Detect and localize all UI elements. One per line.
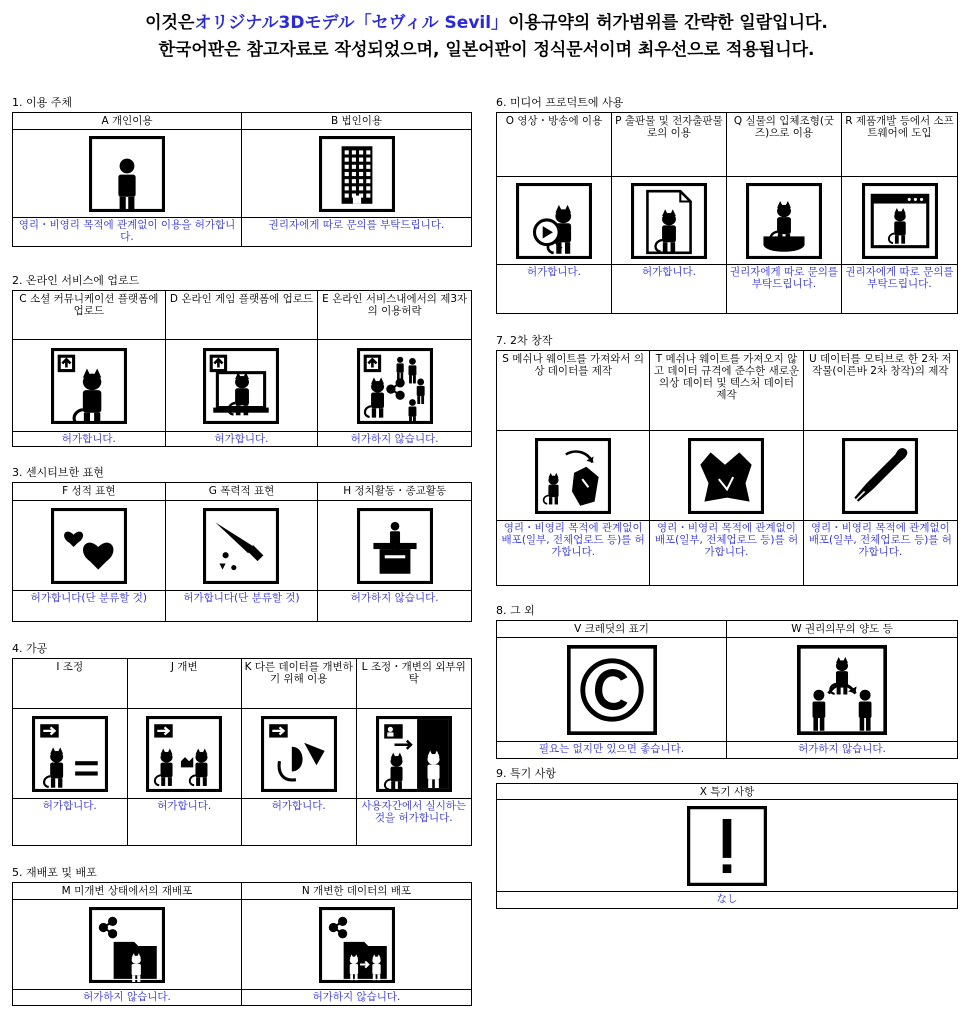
header-model-name: オリジナル3Dモデル「セヴィル Sevil」 [194,13,509,33]
permission-cell [497,621,727,758]
permission-icon-box [842,177,957,265]
copyright-icon [567,645,657,735]
permission-status: 허가하지 않습니다. [350,433,439,445]
permission-icon-box [612,177,726,265]
permission-icon-box [13,709,127,799]
permission-icon-box [357,709,472,799]
permission-status: 허가합니다(단 분류할 것) [30,592,147,604]
upload-game-icon [203,348,279,424]
permission-status: 사용자간에서 실시하는 것을 허가합니다. [361,800,467,824]
permission-status: 허가합니다. [271,800,326,812]
section-s9 [496,767,958,913]
permission-status: 허가하지 않습니다. [83,991,171,1003]
permission-label: D 온라인 게임 플랫폼에 업로드 [166,291,318,340]
permission-status: 허가합니다(단 분류할 것) [183,592,300,604]
adjust-icon [32,716,108,792]
permission-icon-box [650,431,802,521]
pen-icon [842,438,918,514]
permission-label: U 데이터를 모티브로 한 2차 저작물(이른바 2차 창작)의 제작 [804,351,957,431]
permission-label: F 성적 표현 [13,483,165,501]
permission-status: 허가합니다. [526,266,582,278]
permission-cell [13,483,166,621]
section-title: 4. 가공 [12,642,48,655]
hearts-icon [51,508,127,584]
header-line-2: 한국어판은 참고자료로 작성되었으며, 일본어판이 정식문서이며 최우선으로 적용됩니다. [158,40,815,60]
permission-icon-box [318,340,471,432]
permission-icon-box [242,130,471,218]
section-s8 [496,604,958,763]
permission-status: 허가합니다. [214,433,269,445]
permission-label: S 메쉬나 웨이트를 가져와서 의상 데이터를 제작 [497,351,649,431]
permission-label: V 크레딧의 표기 [497,621,726,638]
permission-cell [727,621,957,758]
permission-table [12,290,472,447]
page-header [0,10,973,64]
permission-cell [166,483,319,621]
section-title: 3. 센시티브한 표현 [12,466,104,479]
permission-label: L 조정・개변의 외부위탁 [357,659,472,709]
transfer-rights-icon [797,645,887,735]
modify-icon [146,716,222,792]
section-title: 9. 특기 사항 [496,767,556,780]
permission-cell [497,351,650,585]
permission-label: R 제품개발 등에서 소프트웨어에 도입 [842,113,957,177]
permission-table [496,620,958,759]
clothing-transfer-icon [535,438,611,514]
permission-icon-box [497,638,726,742]
figure-icon [746,183,822,259]
permission-icon-box [242,709,356,799]
permission-label: P 출판물 및 전자출판물로의 이용 [612,113,726,177]
permission-cell [242,883,471,1005]
permission-icon-box [13,501,165,591]
header-line-1-post: 이용규약의 허가범위를 간략한 일람입니다. [508,13,828,33]
permission-cell [318,483,471,621]
outsource-icon [376,716,452,792]
permission-cell [357,659,472,845]
permission-table [12,882,472,1006]
software-icon [862,183,938,259]
permission-icon-box [166,340,318,432]
permission-icon-box [13,900,241,990]
permission-icon-box [497,177,611,265]
permission-label: O 영상・방송에 이용 [497,113,611,177]
permission-icon-box [128,709,242,799]
permission-status: 권리자에게 따로 문의를 부탁드립니다. [845,266,954,290]
permission-status: 영리・비영리 목적에 관계없이 배포(일부, 전체업로드 등)를 허가합니다. [501,522,645,558]
permission-label: H 정치활동・종교활동 [318,483,471,501]
permission-status: 허가합니다. [42,800,97,812]
section-s5 [12,866,472,1010]
section-s6 [496,96,958,318]
permission-label: X 특기 사항 [497,784,957,800]
permission-cell [497,784,957,908]
building-icon [319,136,395,212]
permission-label: A 개인이용 [13,113,241,130]
permission-status: 허가합니다. [157,800,212,812]
header-line-1 [0,10,973,37]
permission-table [12,112,472,247]
permission-cell [242,113,471,246]
permission-table [12,658,472,846]
permission-cell [13,883,242,1005]
section-s3 [12,466,472,626]
permission-status: 권리자에게 따로 문의를 부탁드립니다. [268,219,445,231]
upload-sns-icon [51,348,127,424]
permission-status: 필요는 없지만 있으면 좋습니다. [538,743,685,755]
distribute-modified-icon [319,907,395,983]
permission-cell [13,659,128,845]
permission-label: J 개변 [128,659,242,709]
permission-label: K 다른 데이터를 개변하기 위해 이용 [242,659,356,709]
knife-icon [203,508,279,584]
permission-table [12,482,472,622]
permission-label: T 메쉬나 웨이트를 가져오지 않고 데이터 규격에 준수한 새로운 의상 데이터 및 텍스처 데이터 제작 [650,351,802,431]
section-title: 6. 미디어 프로덕트에 사용 [496,96,624,109]
permission-cell [727,113,842,313]
reuse-parts-icon [261,716,337,792]
permission-cell [13,113,242,246]
permission-table [496,112,958,314]
section-title: 8. 그 외 [496,604,535,617]
section-s2 [12,274,472,451]
permission-status: 영리・비영리 목적에 관계없이 이용을 허가합니다. [18,219,236,243]
permission-icon-box [13,130,241,218]
podium-icon [357,508,433,584]
permission-label: M 미개변 상태에서의 재배포 [13,883,241,900]
video-icon [516,183,592,259]
clothing-icon [688,438,764,514]
exclamation-icon [687,806,767,886]
permission-cell [13,291,166,446]
section-s1 [12,96,472,251]
permission-status: なし [716,893,738,905]
permission-icon-box [804,431,957,521]
permission-cell [497,113,612,313]
permission-cell [842,113,957,313]
permission-cell [612,113,727,313]
permission-status: 영리・비영리 목적에 관계없이 배포(일부, 전체업로드 등)를 허가합니다. [654,522,799,558]
permission-icon-box [166,501,318,591]
permission-status: 허가하지 않습니다. [312,991,401,1003]
permission-cell [242,659,357,845]
permission-table [496,783,958,909]
section-s7 [496,334,958,590]
redistribute-icon [89,907,165,983]
permission-icon-box [242,900,471,990]
permission-label: N 개변한 데이터의 배포 [242,883,471,900]
section-title: 7. 2차 창작 [496,334,553,347]
permission-cell [318,291,471,446]
person-icon [89,136,165,212]
share-third-party-icon [357,348,433,424]
section-title: 2. 온라인 서비스에 업로드 [12,274,140,287]
section-title: 5. 재배포 및 배포 [12,866,97,879]
permission-icon-box [497,800,957,892]
permission-icon-box [727,177,841,265]
permission-label: W 권리의무의 양도 등 [727,621,957,638]
permission-label: Q 실물의 입체조형(굿즈)으로 이용 [727,113,841,177]
permission-status: 허가합니다. [61,433,116,445]
permission-status: 허가하지 않습니다. [350,592,439,604]
permission-cell [166,291,319,446]
permission-table [496,350,958,586]
permission-label: C 소셜 커뮤니케이션 플랫폼에 업로드 [13,291,165,340]
permission-cell [804,351,957,585]
permission-icon-box [318,501,471,591]
permission-icon-box [13,340,165,432]
permission-label: I 조정 [13,659,127,709]
publication-icon [631,183,707,259]
permission-icon-box [727,638,957,742]
permission-cell [128,659,243,845]
permission-label: G 폭력적 표현 [166,483,318,501]
header-line-1-pre: 이것은 [145,13,195,33]
permission-label: B 법인이용 [242,113,471,130]
section-s4 [12,642,472,850]
permission-status: 허가합니다. [641,266,697,278]
permission-status: 허가하지 않습니다. [798,743,886,755]
permission-status: 권리자에게 따로 문의를 부탁드립니다. [729,266,839,290]
permission-status: 영리・비영리 목적에 관계없이 배포(일부, 전체업로드 등)를 허가합니다. [808,522,952,558]
permission-icon-box [497,431,649,521]
permission-label: E 온라인 서비스내에서의 제3자의 이용허락 [318,291,471,340]
section-title: 1. 이용 주체 [12,96,72,109]
permission-cell [650,351,803,585]
